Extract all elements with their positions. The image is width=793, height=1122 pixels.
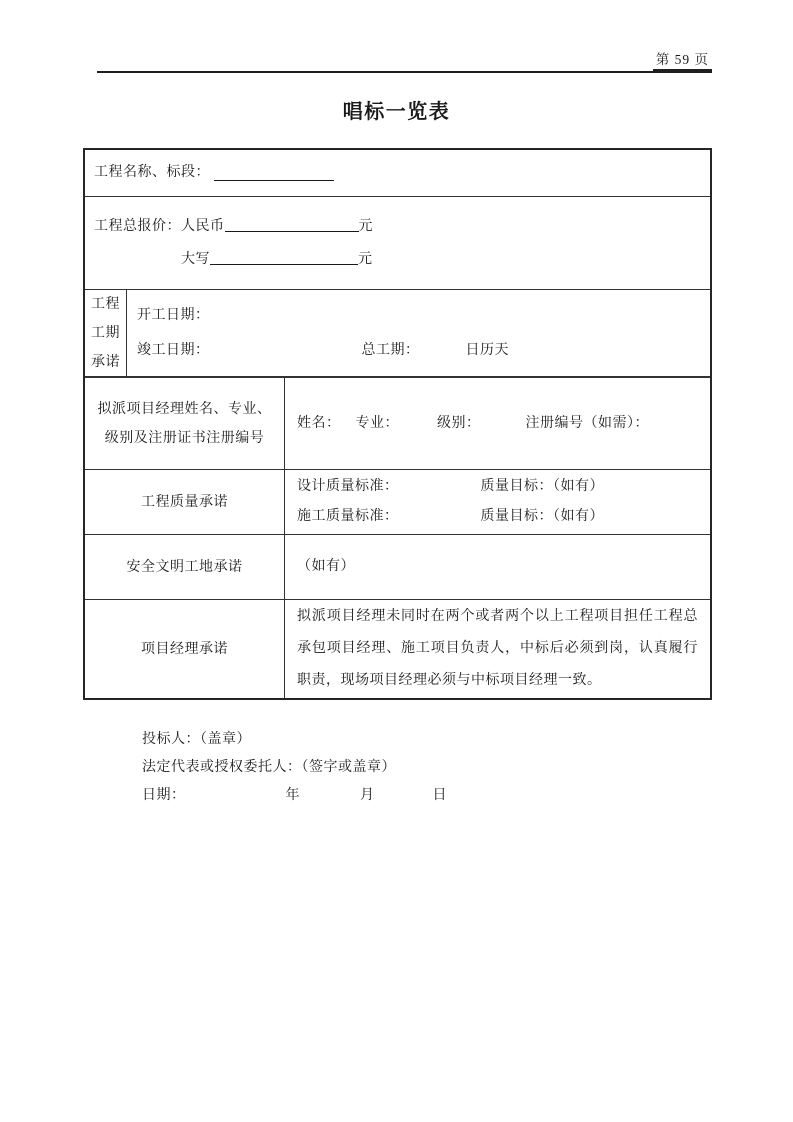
yuan-label: 元 xyxy=(358,252,373,267)
quality-commitment-header xyxy=(85,470,285,534)
manager-commitment-text: 拟派项目经理未同时在两个或者两个以上工程项目担任工程总承包项目经理、施工项目负责人，中标后必须到岗，认真履行职责，现场项目经理必须与中标项目经理一致。 xyxy=(297,609,698,688)
design-target-label: 质量目标：（如有） xyxy=(480,479,604,494)
project-manager-info-header xyxy=(85,378,285,469)
manager-major-label: 专业： xyxy=(355,416,399,431)
end-date-label: 竣工日期： xyxy=(137,343,210,358)
page-header xyxy=(97,48,712,73)
end-date-line xyxy=(137,333,710,368)
site-safety-value: （如有） xyxy=(297,559,355,574)
header-text: 项目经理承诺 xyxy=(141,641,228,657)
table-row-project-manager-info xyxy=(85,378,710,470)
table-row-site-safety-commitment xyxy=(85,535,710,600)
total-price-label: 工程总报价： xyxy=(94,219,181,234)
header-line: 承诺 xyxy=(91,354,120,370)
year-label: 年 xyxy=(285,788,300,803)
manager-level-label: 级别： xyxy=(437,416,481,431)
design-standard-label: 设计质量标准： xyxy=(297,479,399,494)
duration-commitment-content xyxy=(127,290,710,376)
table-row-duration-commitment xyxy=(85,290,710,378)
date-label: 日期： xyxy=(142,788,186,803)
bid-table xyxy=(83,148,712,700)
representative-sign-line: 法定代表或授权委托人：（签字或盖章） xyxy=(142,760,396,775)
bidder-seal-line: 投标人：（盖章） xyxy=(142,732,251,747)
duration-commitment-header xyxy=(85,290,127,376)
project-name-label: 工程名称、标段： xyxy=(94,165,210,180)
signature-block xyxy=(142,726,447,810)
site-safety-content xyxy=(285,535,710,599)
table-row-total-price xyxy=(85,197,710,290)
manager-fields-line xyxy=(297,409,710,438)
project-manager-info-content xyxy=(285,378,710,469)
design-quality-line xyxy=(297,472,710,502)
site-safety-header xyxy=(85,535,285,599)
price-figures-blank-field[interactable] xyxy=(225,216,359,232)
capital-words-label: 大写 xyxy=(181,252,210,267)
project-name-blank-field[interactable] xyxy=(214,165,334,181)
manager-name-label: 姓名： xyxy=(297,416,341,431)
header-text: 安全文明工地承诺 xyxy=(126,559,243,575)
construction-quality-line xyxy=(297,502,710,532)
date-line xyxy=(142,782,447,810)
header-line: 工程 xyxy=(91,296,120,312)
manager-commitment-content xyxy=(285,600,710,698)
total-price-line-figures xyxy=(94,210,710,243)
manager-reg-no-label: 注册编号（如需）： xyxy=(525,416,649,431)
document-title: 唱标一览表 xyxy=(342,101,451,123)
month-label: 月 xyxy=(360,788,375,803)
day-label: 日 xyxy=(432,788,447,803)
header-text: 拟派项目经理姓名、专业、级别及注册证书注册编号 xyxy=(97,401,272,446)
manager-commitment-header xyxy=(85,600,285,698)
start-date-line xyxy=(137,298,710,333)
rmb-label: 人民币 xyxy=(181,219,225,234)
header-text: 工程质量承诺 xyxy=(141,494,228,510)
total-duration-label: 总工期： xyxy=(361,343,420,358)
start-date-label: 开工日期： xyxy=(137,308,210,323)
table-row-project-name xyxy=(85,150,710,197)
price-words-blank-field[interactable] xyxy=(210,249,358,265)
header-line: 工期 xyxy=(91,325,120,341)
construction-standard-label: 施工质量标准： xyxy=(297,509,399,524)
table-row-manager-commitment xyxy=(85,600,710,698)
construction-target-label: 质量目标：（如有） xyxy=(480,509,604,524)
calendar-days-label: 日历天 xyxy=(465,343,509,358)
table-row-quality-commitment xyxy=(85,470,710,535)
total-price-line-words xyxy=(94,243,710,276)
page-number: 第 59 页 xyxy=(653,52,712,71)
yuan-label: 元 xyxy=(358,219,373,234)
quality-commitment-content xyxy=(285,470,710,534)
